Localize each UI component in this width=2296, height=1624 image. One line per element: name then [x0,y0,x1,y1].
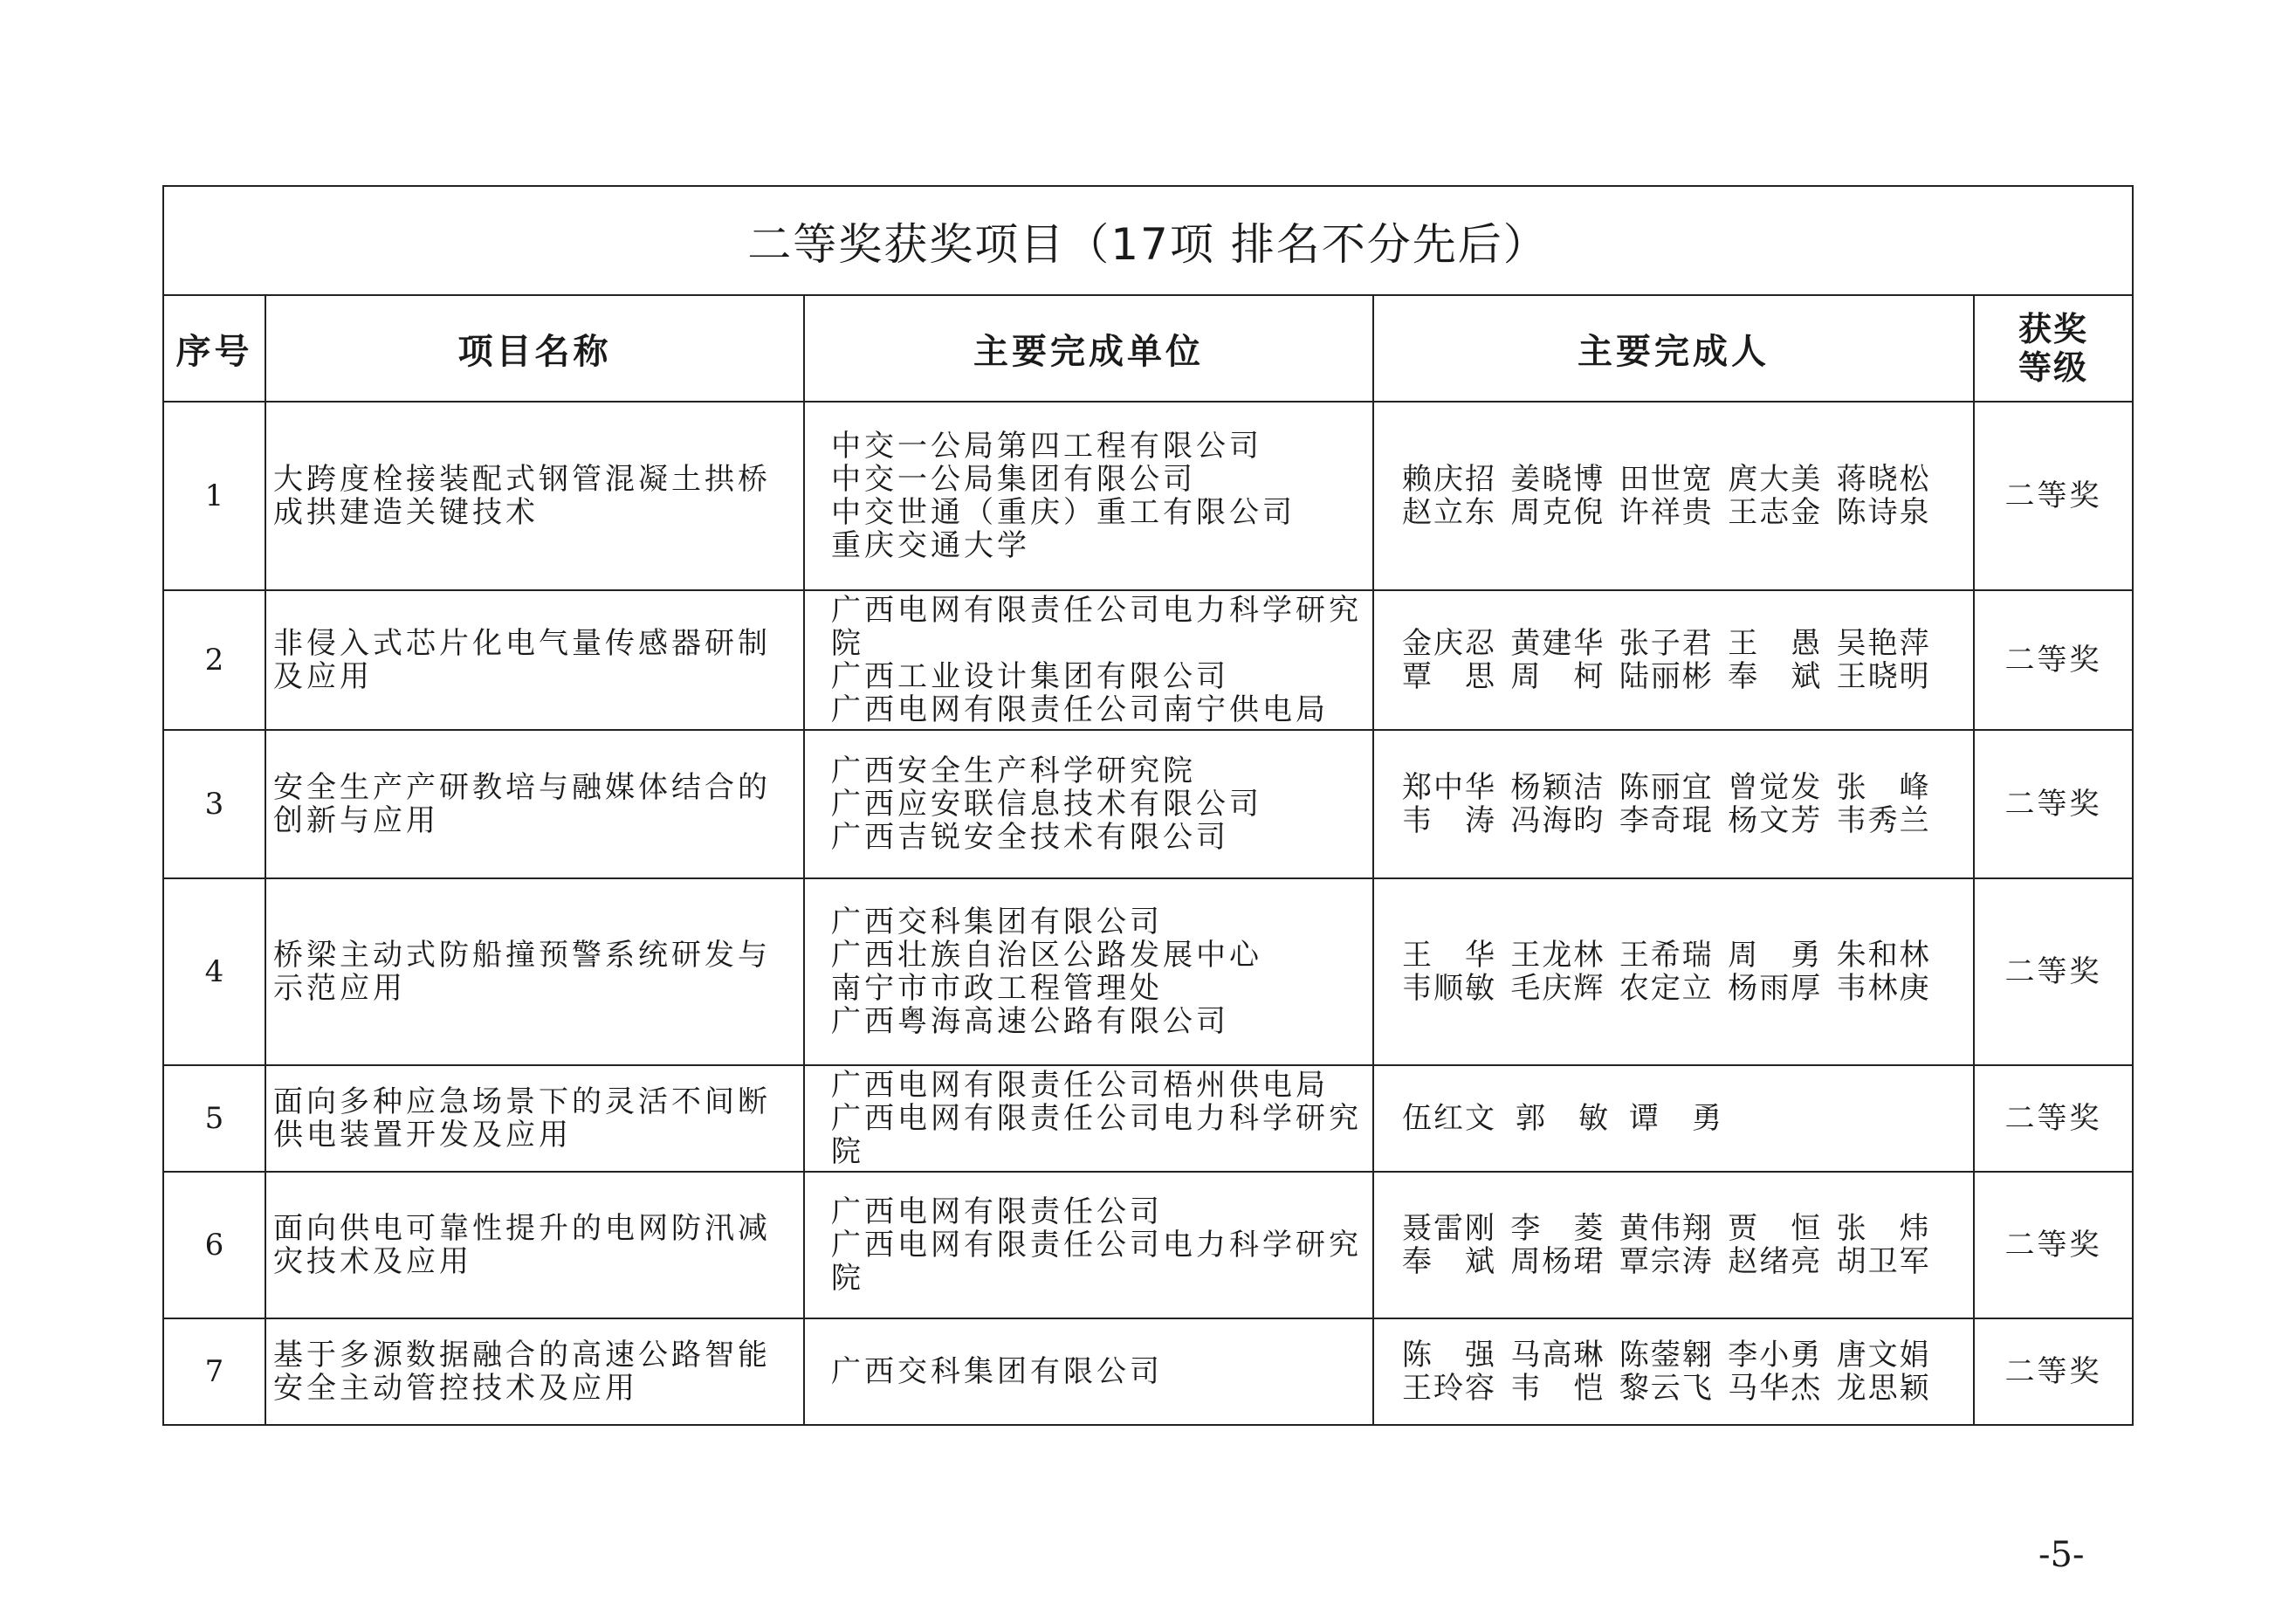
person-name: 张 炜 [1836,1211,1931,1246]
unit-line: 广西交科集团有限公司 [831,1354,1163,1389]
person-name: 张 峰 [1836,770,1931,805]
header-unit: 主要完成单位 [804,295,1373,402]
project-name: 安全生产产研教培与融媒体结合的创新与应用 [265,730,804,878]
person-name: 黄伟翔 [1619,1211,1714,1246]
person-name: 周杨珺 [1510,1244,1605,1279]
person-name: 赖庆招 [1402,462,1496,497]
unit-line: 广西工业设计集团有限公司 [831,659,1229,694]
person-name: 谭 勇 [1629,1101,1723,1136]
person-name: 冯海昀 [1510,803,1605,838]
person-name: 黄建华 [1510,626,1605,661]
completion-units [804,1172,1373,1318]
person-name: 吴艳萍 [1836,626,1931,661]
project-name: 面向供电可靠性提升的电网防汛减灾技术及应用 [265,1172,804,1318]
unit-line: 院 [831,1261,864,1296]
unit-line: 中交一公局第四工程有限公司 [831,429,1262,464]
table-row [163,730,2133,878]
page-number: -5- [2038,1535,2085,1575]
completion-units [804,730,1373,878]
person-name: 王 华 [1402,938,1496,973]
people-line [1402,1212,1945,1245]
person-name: 周 柯 [1510,659,1605,694]
award-grade: 二等奖 [1974,1318,2133,1425]
table-row [163,1065,2133,1172]
person-name: 杨颖洁 [1510,770,1605,805]
unit-line: 广西交科集团有限公司 [831,905,1163,939]
completion-units [804,1318,1373,1425]
person-name: 曾觉发 [1728,770,1823,805]
header-name: 项目名称 [265,295,804,402]
person-name: 李奇琨 [1619,803,1714,838]
unit-line: 广西电网有限责任公司 [831,1194,1163,1229]
row-index: 2 [163,590,265,730]
row-index: 6 [163,1172,265,1318]
person-name: 周 勇 [1728,938,1823,973]
row-index: 7 [163,1318,265,1425]
project-name: 大跨度栓接装配式钢管混凝土拱桥成拱建造关键技术 [265,402,804,590]
person-name: 田世宽 [1619,462,1714,497]
people-line [1402,1102,1945,1135]
person-name: 陈蓥翱 [1619,1338,1714,1373]
table-title: 二等奖获奖项目（17项 排名不分先后） [163,186,2133,295]
person-name: 覃宗涛 [1619,1244,1714,1279]
unit-line: 院 [831,626,864,661]
person-name: 胡卫军 [1836,1244,1931,1279]
person-name: 聂雷刚 [1402,1211,1496,1246]
completion-people [1373,878,1974,1065]
project-name: 面向多种应急场景下的灵活不间断供电装置开发及应用 [265,1065,804,1172]
unit-line: 广西电网有限责任公司电力科学研究 [831,1101,1362,1136]
person-name: 贾 恒 [1728,1211,1823,1246]
award-grade: 二等奖 [1974,730,2133,878]
unit-line: 广西应安联信息技术有限公司 [831,787,1262,822]
award-grade: 二等奖 [1974,590,2133,730]
person-name: 农定立 [1619,971,1714,1006]
header-grade-line1: 获奖 [2018,310,2088,348]
table-row [163,590,2133,730]
person-name: 朱和林 [1836,938,1931,973]
header-grade-line2: 等级 [2018,348,2088,387]
unit-line: 广西粤海高速公路有限公司 [831,1004,1229,1039]
person-name: 王晓明 [1836,659,1931,694]
person-name: 伍红文 [1402,1101,1496,1136]
unit-line: 中交一公局集团有限公司 [831,462,1196,497]
person-name: 王志金 [1728,495,1823,530]
completion-people [1373,1065,1974,1172]
table-row [163,1172,2133,1318]
people-line [1402,496,1945,529]
unit-line: 广西电网有限责任公司南宁供电局 [831,692,1329,727]
people-line [1402,771,1945,804]
title-row [163,186,2133,295]
people-line [1402,804,1945,837]
person-name: 龙思颖 [1836,1371,1931,1406]
table-row [163,878,2133,1065]
person-name: 覃 思 [1402,659,1496,694]
completion-people [1373,590,1974,730]
table-body [163,402,2133,1425]
people-line [1402,1338,1945,1372]
completion-units [804,590,1373,730]
person-name: 陈 强 [1402,1338,1496,1373]
person-name: 蒋晓松 [1836,462,1931,497]
person-name: 韦秀兰 [1836,803,1931,838]
project-name: 基于多源数据融合的高速公路智能安全主动管控技术及应用 [265,1318,804,1425]
unit-line: 院 [831,1134,864,1169]
unit-line: 广西壮族自治区公路发展中心 [831,938,1262,973]
completion-people [1373,730,1974,878]
unit-line: 重庆交通大学 [831,528,1030,563]
person-name: 李 菱 [1510,1211,1605,1246]
person-name: 王希瑞 [1619,938,1714,973]
person-name: 李小勇 [1728,1338,1823,1373]
people-line [1402,627,1945,660]
people-line [1402,939,1945,972]
person-name: 奉 斌 [1402,1244,1496,1279]
unit-line: 南宁市市政工程管理处 [831,971,1163,1006]
person-name: 郑中华 [1402,770,1496,805]
person-name: 庹大美 [1728,462,1823,497]
person-name: 唐文娟 [1836,1338,1931,1373]
person-name: 马华杰 [1728,1371,1823,1406]
project-name: 桥梁主动式防船撞预警系统研发与示范应用 [265,878,804,1065]
person-name: 王 愚 [1728,626,1823,661]
award-grade: 二等奖 [1974,402,2133,590]
unit-line: 广西安全生产科学研究院 [831,754,1196,788]
project-name: 非侵入式芯片化电气量传感器研制及应用 [265,590,804,730]
table-row [163,402,2133,590]
people-line [1402,1372,1945,1405]
header-grade [1974,295,2133,402]
table-row [163,1318,2133,1425]
completion-units [804,878,1373,1065]
person-name: 郭 敏 [1516,1101,1610,1136]
completion-units [804,1065,1373,1172]
people-line [1402,660,1945,693]
awards-table [162,185,2134,1426]
person-name: 许祥贵 [1619,495,1714,530]
row-index: 4 [163,878,265,1065]
header-people: 主要完成人 [1373,295,1974,402]
unit-line: 中交世通（重庆）重工有限公司 [831,495,1296,530]
award-grade: 二等奖 [1974,1172,2133,1318]
person-name: 韦林庚 [1836,971,1931,1006]
header-row [163,295,2133,402]
unit-line: 广西电网有限责任公司电力科学研究 [831,593,1362,628]
award-grade: 二等奖 [1974,1065,2133,1172]
person-name: 杨雨厚 [1728,971,1823,1006]
person-name: 王玲容 [1402,1371,1496,1406]
person-name: 毛庆辉 [1510,971,1605,1006]
person-name: 韦 恺 [1510,1371,1605,1406]
person-name: 韦 涛 [1402,803,1496,838]
people-line [1402,463,1945,496]
person-name: 张子君 [1619,626,1714,661]
person-name: 杨文芳 [1728,803,1823,838]
people-line [1402,972,1945,1005]
person-name: 赵绪亮 [1728,1244,1823,1279]
person-name: 韦顺敏 [1402,971,1496,1006]
person-name: 王龙林 [1510,938,1605,973]
person-name: 马高琳 [1510,1338,1605,1373]
people-line [1402,1245,1945,1278]
completion-units [804,402,1373,590]
completion-people [1373,1172,1974,1318]
person-name: 周克倪 [1510,495,1605,530]
completion-people [1373,402,1974,590]
person-name: 陆丽彬 [1619,659,1714,694]
unit-line: 广西电网有限责任公司梧州供电局 [831,1068,1329,1103]
completion-people [1373,1318,1974,1425]
person-name: 黎云飞 [1619,1371,1714,1406]
person-name: 陈诗泉 [1836,495,1931,530]
row-index: 3 [163,730,265,878]
header-index: 序号 [163,295,265,402]
unit-line: 广西电网有限责任公司电力科学研究 [831,1228,1362,1263]
person-name: 奉 斌 [1728,659,1823,694]
award-grade: 二等奖 [1974,878,2133,1065]
person-name: 姜晓博 [1510,462,1605,497]
person-name: 金庆忍 [1402,626,1496,661]
person-name: 陈丽宜 [1619,770,1714,805]
row-index: 1 [163,402,265,590]
person-name: 赵立东 [1402,495,1496,530]
unit-line: 广西吉锐安全技术有限公司 [831,820,1229,855]
row-index: 5 [163,1065,265,1172]
